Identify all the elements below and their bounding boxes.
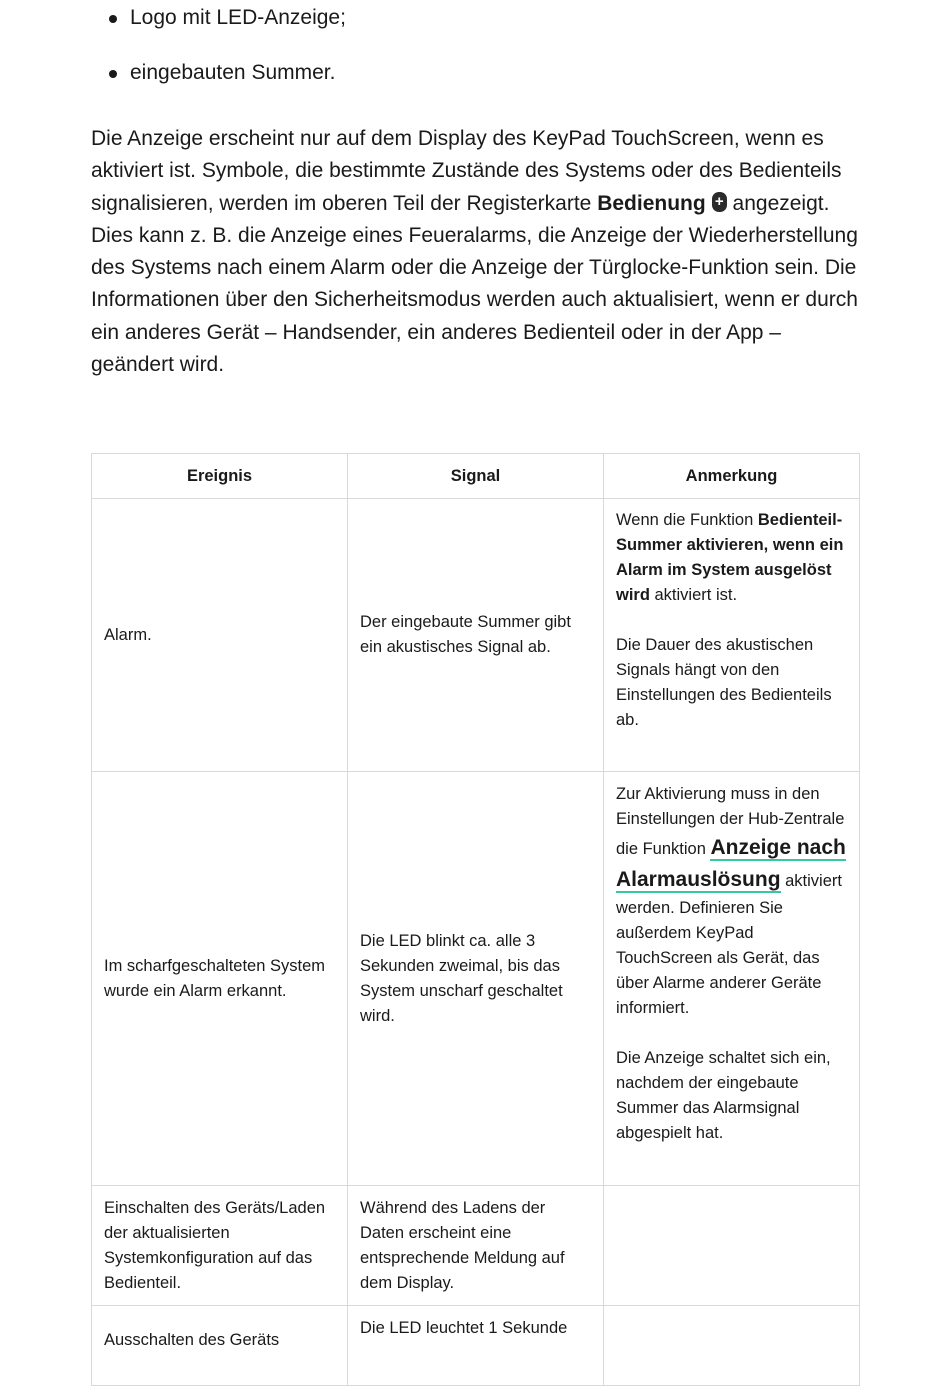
table-header-row — [92, 454, 860, 499]
cell-event: Ausschalten des Geräts — [92, 1306, 348, 1386]
paragraph-bold-term: Bedienung — [597, 191, 706, 215]
column-header-event: Ereignis — [92, 454, 348, 499]
cell-event: Im scharfgeschalteten System wurde ein Alarm erkannt. — [92, 772, 348, 1186]
cell-note-empty — [604, 1186, 860, 1306]
note-text: Wenn die Funktion Bedienteil-Summer aktivieren, wenn ein Alarm im System ausgelöst wird aktiviert ist. — [616, 511, 844, 604]
table-row — [92, 499, 860, 772]
cell-event: Einschalten des Geräts/Laden der aktualisierten Systemkonfiguration auf das Bedienteil. — [92, 1186, 348, 1306]
cell-signal: Der eingebaute Summer gibt ein akustisches Signal ab. — [348, 499, 604, 772]
cell-note-empty — [604, 1306, 860, 1386]
note-text: Die Dauer des akustischen Signals hängt von den Einstellungen des Bedienteils ab. — [616, 636, 832, 729]
cell-signal: Die LED leuchtet 1 Sekunde — [348, 1306, 604, 1386]
bullet-item: Logo mit LED-Anzeige; — [130, 2, 346, 34]
table-row — [92, 1186, 860, 1306]
cell-signal: Während des Ladens der Daten erscheint eine entsprechende Meldung auf dem Display. — [348, 1186, 604, 1306]
cell-note — [604, 772, 860, 1186]
expand-plus-icon[interactable]: + — [712, 192, 727, 212]
table-row — [92, 772, 860, 1186]
event-signal-table — [91, 453, 860, 1386]
paragraph-text: Die Anzeige erscheint nur auf dem Display des KeyPad TouchScreen, wenn es aktiviert ist. Symbole, die bestimmte Zustände des Systems oder des Bedienteils signalisieren, werden im oberen Teil der Registerkarte — [91, 127, 842, 215]
paragraph-text: angezeigt. Dies kann z. B. die Anzeige eines Feueralarms, die Anzeige der Wiederherstellung des Systems nach einem Alarm oder die Anzeige der Türglocke-Funktion sein. Die Informationen über den Sicherheitsmodus werden auch aktualisiert, wenn er durch ein anderes Gerät – Handsender, ein anderes Bedienteil oder in der App – geändert wird. — [91, 191, 858, 377]
setting-link[interactable]: Anzeige nach Alarmauslösung — [616, 836, 846, 891]
note-text: Zur Aktivierung muss in den Einstellungen der Hub-Zentrale die Funktion Anzeige nach Alarmauslösung aktiviert werden. Definieren Sie außerdem KeyPad TouchScreen als Gerät, das über Alarme anderer Geräte informiert. — [616, 785, 846, 1017]
note-bold-setting: Bedienteil-Summer aktivieren, wenn ein Alarm im System ausgelöst wird — [616, 511, 844, 604]
bullet-item: eingebauten Summer. — [130, 57, 335, 89]
cell-signal: Die LED blinkt ca. alle 3 Sekunden zweimal, bis das System unscharf geschaltet wird. — [348, 772, 604, 1186]
table-row — [92, 1306, 860, 1386]
cell-event: Alarm. — [92, 499, 348, 772]
note-text: Die Anzeige schaltet sich ein, nachdem der eingebaute Summer das Alarmsignal abgespielt hat. — [616, 1049, 831, 1142]
column-header-signal: Signal — [348, 454, 604, 499]
description-paragraph — [91, 123, 861, 381]
cell-note — [604, 499, 860, 772]
column-header-note: Anmerkung — [604, 454, 860, 499]
